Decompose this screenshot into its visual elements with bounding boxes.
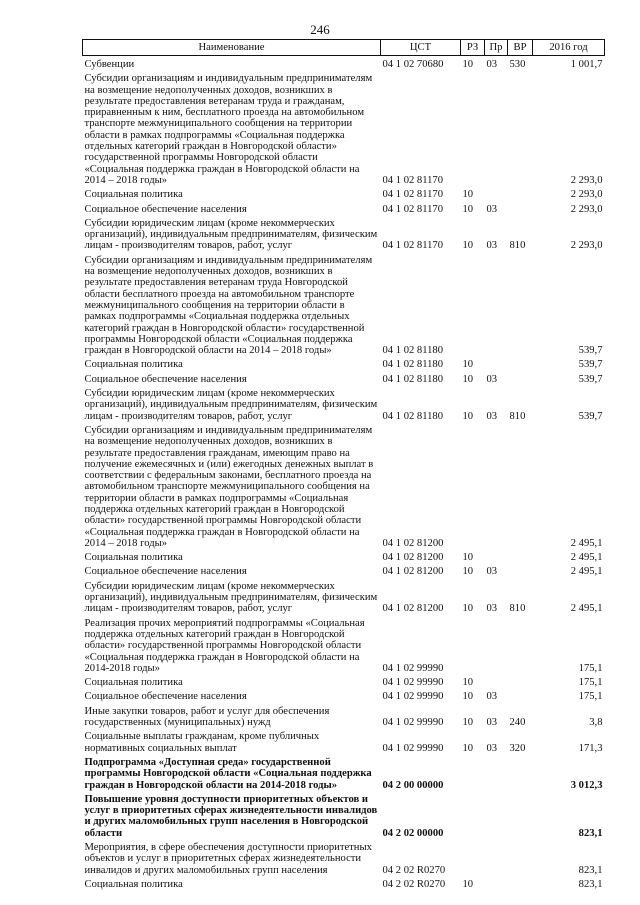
row-vr: 810: [509, 240, 526, 252]
row-name: Субсидии организациям и индивидуальным предпринимателям на возмещение недополученных доходов, возникших в результате предоставления ветеранам труда Новгородской области бесплатного проезда на автомобильном транспорте межмуниципального сообщения на территории области в рамках подпрограммы «Социальная поддержка отдельных категорий граждан в Новгородской области» государственной программы Новгородской области «Социальная поддержка граждан в Новгородской области на 2014 – 2018 годы»: [84, 254, 373, 357]
row-rz: [461, 839, 485, 876]
row-code: 04 1 02 81180: [382, 359, 444, 371]
row-rz: [461, 70, 485, 186]
row-pr: [485, 422, 508, 549]
row-vr: 240: [509, 717, 526, 729]
row-name: Субсидии юридическим лицам (кроме некоммерческих организаций), индивидуальным предпринимателям, физическим лицам - производителям товаров, работ, услуг: [84, 580, 378, 615]
table-row: [83, 615, 605, 674]
row-amount: 175,1: [578, 691, 603, 703]
row-rz: [461, 422, 485, 549]
table-row: [83, 215, 605, 252]
row-amount: 1 001,7: [570, 59, 603, 70]
row-amount: 3,8: [589, 717, 603, 729]
row-code: 04 1 02 81200: [382, 552, 444, 564]
row-amount: 2 495,1: [570, 566, 603, 578]
row-name: Мероприятия, в сфере обеспечения доступности приоритетных объектов и услуг в приоритетных сферах жизнедеятельности инвалидов и других маломобильных групп населения: [84, 842, 372, 876]
row-rz: 10: [462, 677, 474, 689]
table-body: [83, 56, 605, 891]
row-amount: 175,1: [578, 662, 603, 674]
row-rz: 10: [462, 742, 474, 754]
row-code: 04 1 02 81170: [382, 189, 444, 201]
row-name: Социальная политика: [84, 878, 183, 890]
row-pr: 03: [486, 203, 498, 215]
table-row: [83, 703, 605, 729]
row-amount: 539,7: [578, 373, 603, 385]
row-pr: [485, 615, 508, 674]
row-rz: 10: [462, 603, 474, 615]
row-pr: [485, 839, 508, 876]
row-pr: 03: [486, 566, 498, 578]
row-name: Субсидии организациям и индивидуальным предпринимателям на возмещение недополученных доходов, возникших в результате предоставления ветеранам труда и гражданам, приравненным к ним, бесплатного проезда на автомобильном транспорте межмуниципального сообщения на территории области в рамках подпрограммы «Социальная поддержка отдельных категорий граждан в Новгородской области» государственной программы Новгородской области «Социальная поддержка граждан в Новгородской области на 2014 – 2018 годы»: [84, 73, 373, 186]
row-vr: [508, 791, 533, 839]
row-amount: 539,7: [578, 410, 603, 422]
row-code: 04 2 00 00000: [382, 779, 444, 791]
row-rz: [461, 615, 485, 674]
row-name: Субвенции: [84, 59, 135, 70]
row-code: 04 1 02 99990: [382, 717, 444, 729]
row-vr: [508, 252, 533, 357]
row-amount: 539,7: [578, 345, 603, 357]
table-row: [83, 549, 605, 563]
row-name: Социальное обеспечение населения: [84, 566, 247, 578]
row-code: 04 1 02 81200: [382, 603, 444, 615]
row-code: 04 1 02 99990: [382, 742, 444, 754]
row-vr: [508, 754, 533, 791]
row-vr: 530: [509, 59, 526, 70]
table-row: [83, 252, 605, 357]
row-vr: [508, 422, 533, 549]
row-amount: 171,3: [578, 742, 603, 754]
row-vr: [508, 615, 533, 674]
table-row: [83, 422, 605, 549]
row-vr: 810: [509, 410, 526, 422]
row-pr: 03: [486, 717, 498, 729]
row-code: 04 1 02 81180: [382, 373, 444, 385]
row-rz: 10: [462, 373, 474, 385]
table-row: [83, 674, 605, 688]
row-vr: [508, 563, 533, 577]
row-name: Социальное обеспечение населения: [84, 691, 247, 703]
table-row: [83, 356, 605, 370]
header-rz: РЗ: [461, 40, 485, 56]
row-code: 04 2 02 00000: [382, 827, 444, 839]
row-code: 04 1 02 81200: [382, 566, 444, 578]
row-code: 04 1 02 81170: [382, 240, 444, 252]
row-rz: 10: [462, 552, 474, 564]
table-row: [83, 385, 605, 422]
row-code: 04 1 02 81180: [382, 410, 444, 422]
row-amount: 823,1: [578, 878, 603, 890]
row-vr: [508, 876, 533, 890]
row-vr: [508, 201, 533, 215]
row-rz: [461, 791, 485, 839]
row-rz: 10: [462, 189, 474, 201]
row-name: Субсидии юридическим лицам (кроме некоммерческих организаций), индивидуальным предпринимателям, физическим лицам - производителям товаров, работ, услуг: [84, 217, 378, 252]
row-pr: [485, 876, 508, 890]
row-pr: [485, 186, 508, 200]
row-rz: 10: [462, 59, 474, 70]
row-vr: [508, 688, 533, 702]
row-pr: [485, 252, 508, 357]
row-code: 04 2 02 R0270: [382, 878, 446, 890]
row-pr: 03: [486, 742, 498, 754]
row-name: Субсидии организациям и индивидуальным предпринимателям на возмещение недополученных доходов, возникших в результате предоставления гражданам, имеющим право на получение ежемесячных и (или) ежегодных денежных выплат в соответствии с федеральным законами, бесплатного проезда на автомобильном транспорте межмуниципального сообщения на территории области в рамках подпрограммы «Социальная поддержка отдельных категорий граждан в Новгородской области» государственной программы Новгородской области «Социальная поддержка граждан в Новгородской области на 2014 – 2018 годы»: [84, 424, 374, 549]
row-name: Социальная политика: [84, 189, 183, 201]
row-code: 04 1 02 81180: [382, 345, 444, 357]
row-code: 04 1 02 81170: [382, 203, 444, 215]
row-amount: 2 495,1: [570, 552, 603, 564]
row-pr: [485, 754, 508, 791]
table-row: [83, 728, 605, 754]
row-name: Иные закупки товаров, работ и услуг для обеспечения государственных (муниципальных) нужд: [84, 705, 330, 729]
table-row: [83, 56, 605, 71]
row-code: 04 1 02 99990: [382, 677, 444, 689]
row-rz: 10: [462, 240, 474, 252]
row-name: Реализация прочих мероприятий подпрограммы «Социальная поддержка отдельных категорий граждан в Новгородской области» государственной программы Новгородской области «Социальная поддержка граждан в Новгородской области на 2014-2018 годы»: [84, 617, 365, 674]
row-name: Социальное обеспечение населения: [84, 373, 247, 385]
row-amount: 2 293,0: [570, 240, 603, 252]
table-row: [83, 201, 605, 215]
row-amount: 539,7: [578, 359, 603, 371]
row-amount: 175,1: [578, 677, 603, 689]
row-name: Социальная политика: [84, 359, 183, 371]
row-vr: 320: [509, 742, 526, 754]
table-row: [83, 876, 605, 890]
row-pr: [485, 549, 508, 563]
row-vr: [508, 674, 533, 688]
row-name: Социальное обеспечение населения: [84, 203, 247, 215]
row-name: Социальные выплаты гражданам, кроме публичных нормативных социальных выплат: [84, 731, 320, 754]
table-row: [83, 70, 605, 186]
row-rz: 10: [462, 691, 474, 703]
row-amount: 823,1: [578, 864, 603, 876]
row-code: 04 1 02 99990: [382, 691, 444, 703]
row-rz: 10: [462, 359, 474, 371]
row-rz: 10: [462, 203, 474, 215]
table-header-row: [83, 40, 605, 56]
row-vr: [508, 356, 533, 370]
row-name: Повышение уровня доступности приоритетных объектов и услуг в приоритетных сферах жизнедеятельности инвалидов и других маломобильных групп населения в Новгородской области: [84, 793, 378, 839]
row-name: Субсидии юридическим лицам (кроме некоммерческих организаций), индивидуальным предпринимателям, физическим лицам - производителям товаров, работ, услуг: [84, 388, 378, 422]
row-rz: [461, 754, 485, 791]
row-code: 04 2 02 R0270: [382, 864, 446, 876]
row-pr: [485, 791, 508, 839]
row-code: 04 1 02 70680: [382, 59, 444, 70]
row-name: Социальная политика: [84, 552, 183, 564]
row-vr: 810: [509, 603, 526, 615]
row-amount: 2 495,1: [570, 537, 603, 549]
row-amount: 2 495,1: [570, 603, 603, 615]
header-amount: 2016 год: [533, 40, 605, 56]
row-pr: 03: [486, 691, 498, 703]
row-rz: 10: [462, 410, 474, 422]
table-row: [83, 754, 605, 791]
table-row: [83, 371, 605, 385]
row-pr: 03: [486, 410, 498, 422]
table-row: [83, 578, 605, 615]
row-vr: [508, 371, 533, 385]
row-name: Подпрограмма «Доступная среда» государственной программы Новгородской области «Социальная поддержка граждан в Новгородской области на 2014-2018 годы»: [84, 756, 372, 791]
row-amount: 3 012,3: [570, 779, 603, 791]
header-code: ЦСТ: [381, 40, 461, 56]
row-vr: [508, 186, 533, 200]
table-row: [83, 791, 605, 839]
row-pr: 03: [486, 373, 498, 385]
table-row: [83, 839, 605, 876]
row-pr: [485, 70, 508, 186]
row-pr: 03: [486, 59, 498, 70]
row-vr: [508, 70, 533, 186]
row-rz: 10: [462, 878, 474, 890]
row-code: 04 1 02 99990: [382, 662, 444, 674]
table-row: [83, 688, 605, 702]
header-vr: ВР: [508, 40, 533, 56]
page-number: 246: [310, 22, 330, 37]
row-name: Социальная политика: [84, 677, 183, 689]
row-amount: 2 293,0: [570, 203, 603, 215]
row-code: 04 1 02 81200: [382, 537, 444, 549]
row-rz: 10: [462, 717, 474, 729]
row-rz: 10: [462, 566, 474, 578]
row-pr: [485, 356, 508, 370]
table-row: [83, 186, 605, 200]
header-name: Наименование: [83, 40, 381, 56]
row-pr: 03: [486, 240, 498, 252]
row-amount: 2 293,0: [570, 174, 603, 186]
header-pr: Пр: [485, 40, 508, 56]
row-vr: [508, 839, 533, 876]
table-row: [83, 563, 605, 577]
row-pr: 03: [486, 603, 498, 615]
budget-table: [82, 39, 605, 890]
row-pr: [485, 674, 508, 688]
row-vr: [508, 549, 533, 563]
row-code: 04 1 02 81170: [382, 174, 444, 186]
row-rz: [461, 252, 485, 357]
row-amount: 2 293,0: [570, 189, 603, 201]
row-amount: 823,1: [578, 827, 603, 839]
